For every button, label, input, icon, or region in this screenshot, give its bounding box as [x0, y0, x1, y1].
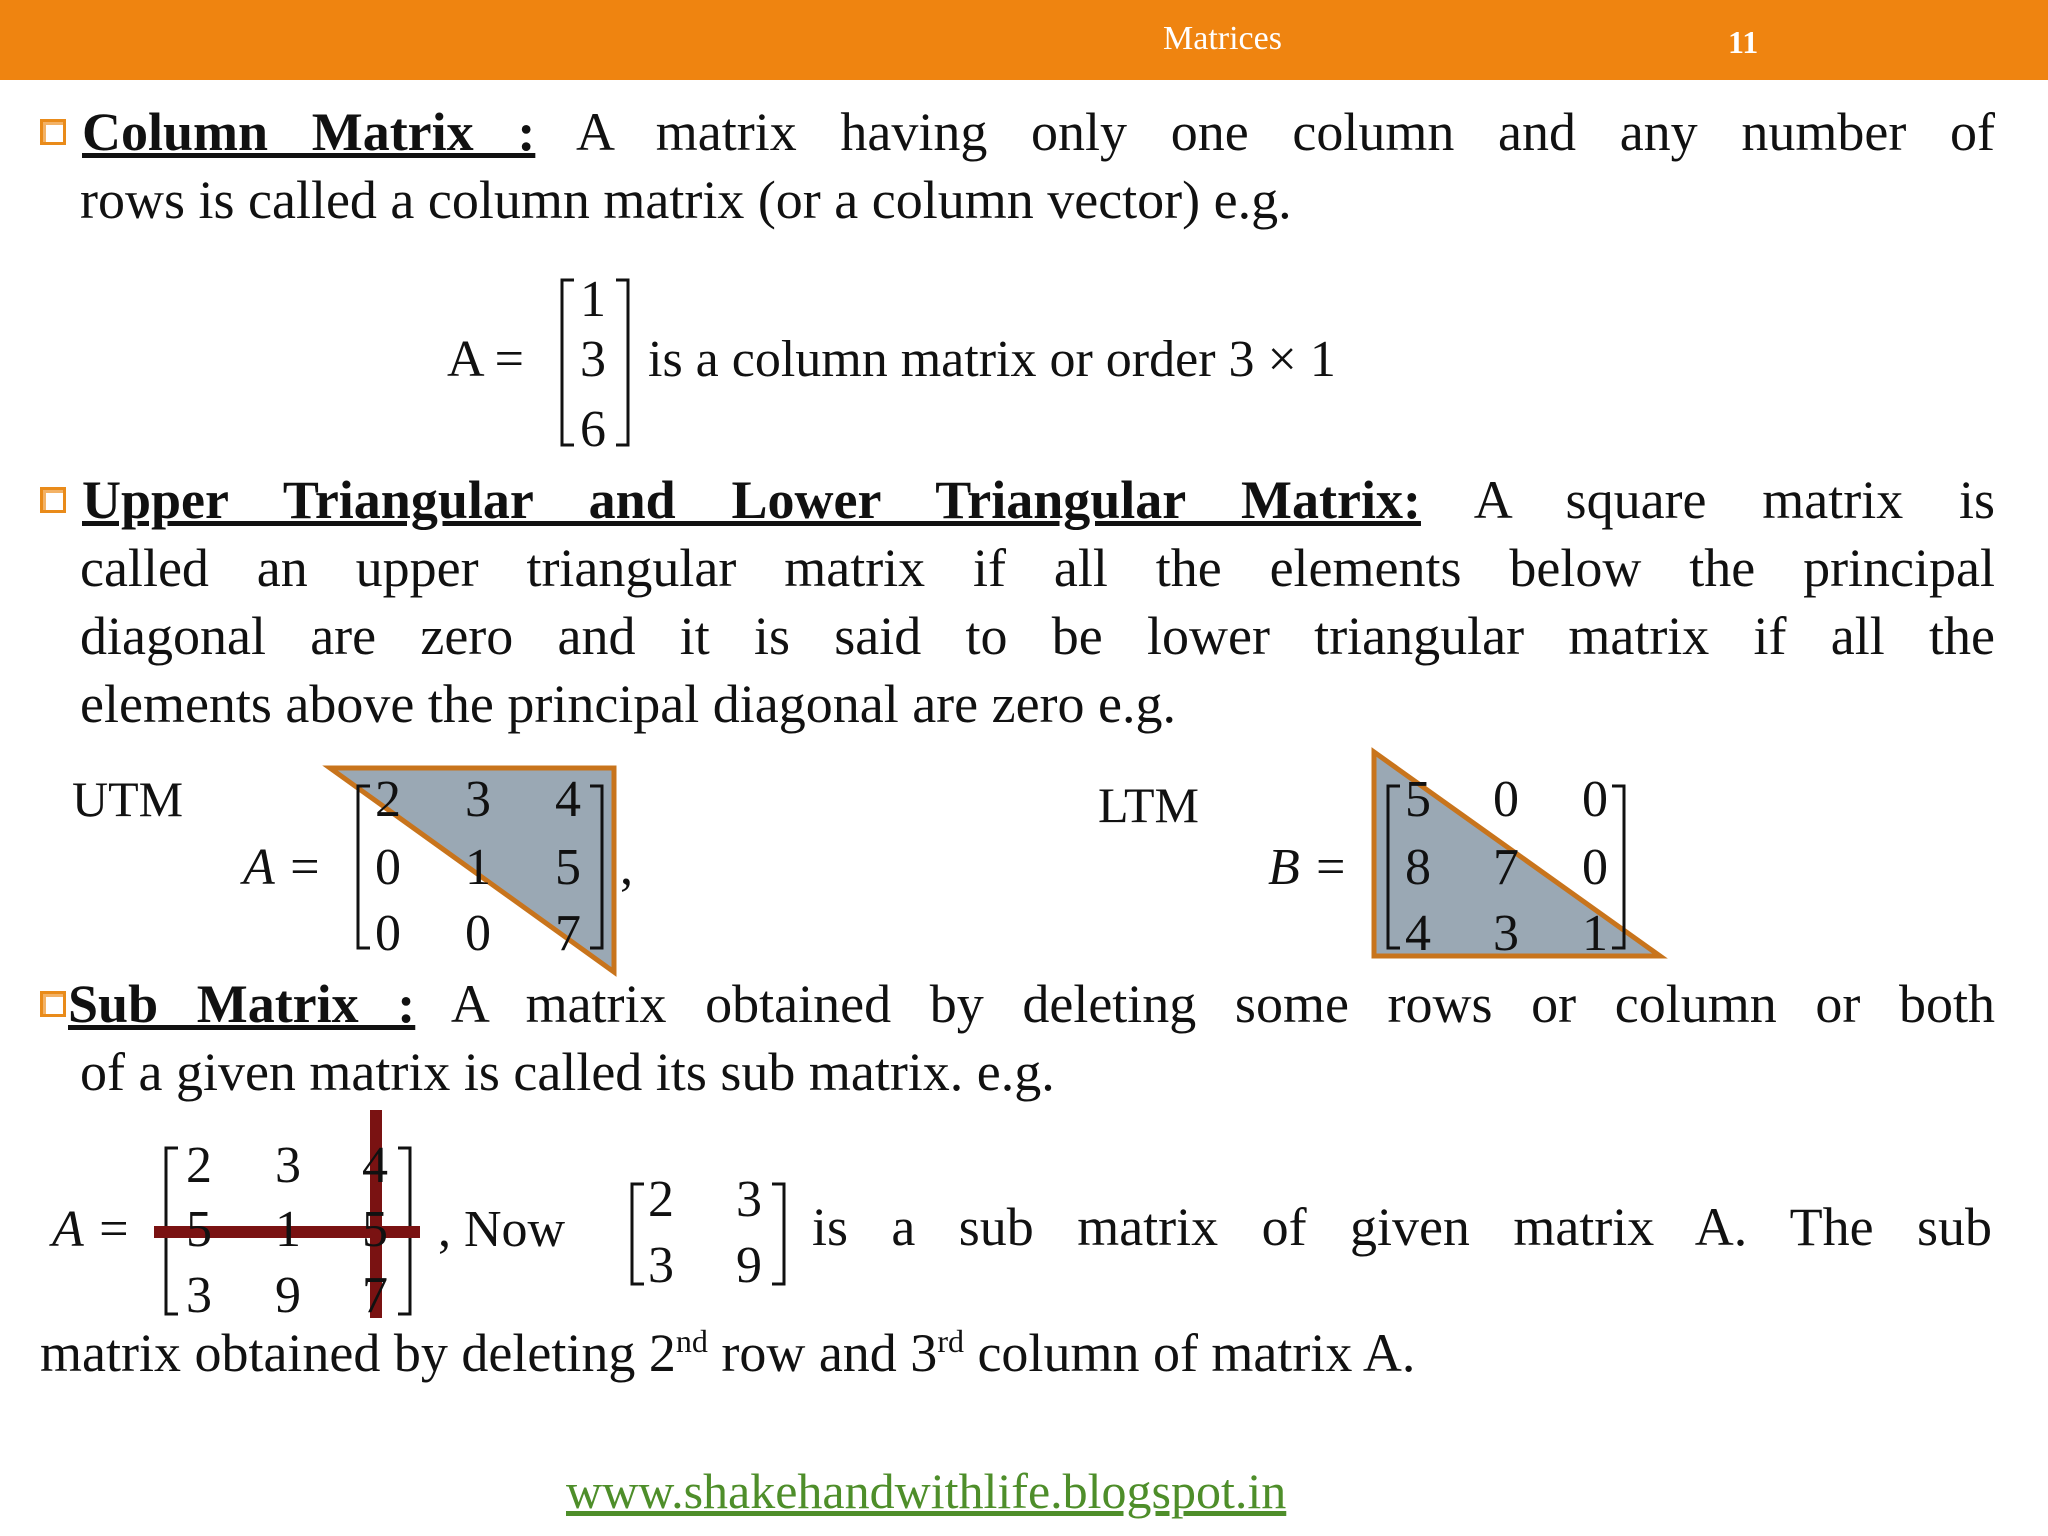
sub-cell: 5 — [186, 1201, 212, 1258]
column-example-value: 1 — [580, 271, 606, 328]
ltm-cell: 7 — [1493, 839, 1519, 896]
sub-matrix-paragraph — [40, 970, 1995, 1106]
bracket-left — [562, 280, 574, 445]
sub-matrix-heading: Sub Matrix : — [68, 974, 416, 1034]
sub-cell: 2 — [186, 1137, 212, 1194]
column-example-value: 6 — [580, 401, 606, 458]
triangular-line2: called an upper triangular matrix if all the elements below the principal — [80, 538, 1995, 598]
submatrix-cell: 3 — [648, 1237, 674, 1294]
submatrix-last-line — [40, 1322, 1415, 1384]
column-example-value: 3 — [580, 331, 606, 388]
bullet-square-icon — [40, 991, 66, 1017]
superscript: rd — [937, 1323, 964, 1359]
ltm-cell: 1 — [1582, 905, 1608, 962]
column-example-label: A = — [447, 331, 525, 388]
submatrix-cell: 9 — [736, 1237, 762, 1294]
utm-cell: 2 — [375, 771, 401, 828]
utm-comma: , — [620, 839, 633, 896]
now-text: , Now — [438, 1201, 566, 1258]
ltm-cell: 0 — [1493, 771, 1519, 828]
utm-cell: 0 — [375, 839, 401, 896]
slide-title: Matrices — [1163, 20, 1282, 57]
triangular-line3: diagonal are zero and it is said to be lower triangular matrix if all the — [80, 606, 1995, 666]
utm-label: UTM — [72, 771, 184, 827]
utm-cell: 5 — [555, 839, 581, 896]
ltm-cell: 0 — [1582, 771, 1608, 828]
sub-cell: 4 — [362, 1137, 388, 1194]
sub-cell: 7 — [362, 1267, 388, 1324]
bracket-left — [358, 786, 370, 948]
ltm-cell: 5 — [1405, 771, 1431, 828]
sub-cell: 1 — [275, 1201, 301, 1258]
ltm-label: LTM — [1098, 777, 1199, 833]
triangular-heading: Upper Triangular and Lower Triangular Matrix: — [82, 470, 1421, 530]
footer-website-link[interactable]: www.shakehandwithlife.blogspot.in — [566, 1463, 1287, 1519]
utm-cell: 3 — [465, 771, 491, 828]
sub-cell: 3 — [275, 1137, 301, 1194]
column-matrix-line2: rows is called a column matrix (or a column vector) e.g. — [80, 170, 1292, 230]
ltm-cell: 3 — [1493, 905, 1519, 962]
triangular-text: A square matrix is — [1420, 470, 1996, 530]
utm-cell: 0 — [465, 905, 491, 962]
page-number: 11 — [1728, 24, 1759, 60]
last-line-part: row and 3 — [707, 1323, 938, 1383]
sub-cell: 3 — [186, 1267, 212, 1324]
sub-cell: 5 — [362, 1201, 388, 1258]
ltm-matrix-label: B = — [1268, 839, 1348, 896]
submatrix-tail-text: is a sub matrix of given matrix A. The sub — [812, 1197, 1992, 1257]
ltm-cell: 0 — [1582, 839, 1608, 896]
column-example-text: is a column matrix or order 3 × 1 — [648, 331, 1336, 388]
last-line-part: matrix obtained by deleting 2 — [40, 1323, 676, 1383]
bracket-right — [772, 1184, 784, 1284]
ltm-cell: 4 — [1405, 905, 1431, 962]
ltm-cell: 8 — [1405, 839, 1431, 896]
sub-matrix-text: A matrix obtained by deleting some rows or column or both — [415, 974, 1995, 1034]
utm-cell: 0 — [375, 905, 401, 962]
utm-matrix-label: A = — [243, 839, 322, 896]
submatrix-cell: 2 — [648, 1171, 674, 1228]
last-line-part: column of matrix A. — [963, 1323, 1416, 1383]
bracket-right — [616, 280, 628, 445]
column-matrix-text: A matrix having only one column and any number of — [535, 102, 1995, 162]
superscript: nd — [675, 1323, 708, 1359]
utm-cell: 1 — [465, 839, 491, 896]
sub-cell: 9 — [275, 1267, 301, 1324]
submatrix-cell: 3 — [736, 1171, 762, 1228]
bracket-left — [632, 1184, 644, 1284]
sub-matrix-label: A = — [52, 1201, 131, 1258]
column-matrix-heading: Column Matrix : — [82, 102, 536, 162]
utm-cell: 7 — [555, 905, 581, 962]
triangular-line4: elements above the principal diagonal are zero e.g. — [80, 674, 1177, 734]
utm-cell: 4 — [555, 771, 581, 828]
sub-matrix-line2: of a given matrix is called its sub matrix. e.g. — [80, 1042, 1055, 1102]
